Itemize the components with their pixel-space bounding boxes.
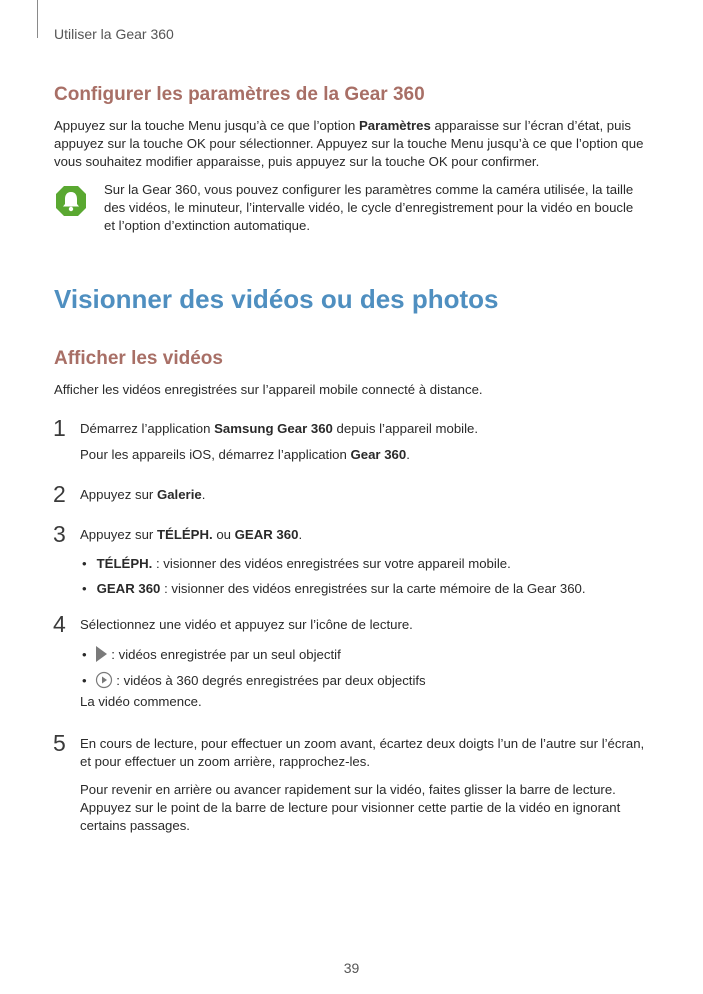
play-icon — [95, 645, 108, 663]
step-number-2: 2 — [53, 481, 66, 507]
step-3-bullet-gear: • GEAR 360 : visionner des vidéos enregistrées sur la carte mémoire de la Gear 360. — [82, 581, 586, 596]
step-1-ios-note: Pour les appareils iOS, démarrez l’application Gear 360. — [80, 447, 410, 462]
step-4-bullet-single: • : vidéos enregistrée par un seul objectif — [82, 647, 341, 662]
play-360-icon — [95, 671, 113, 689]
step-3-text: Appuyez sur TÉLÉPH. ou GEAR 360. — [80, 527, 303, 542]
step-number-1: 1 — [53, 415, 66, 441]
page-number: 39 — [343, 960, 360, 976]
step-5-seek-note: Pour revenir en arrière ou avancer rapidement sur la vidéo, faites glisser la barre de lecture. Appuyez sur le point de la barre de lecture pour visionner cette partie de la vidéo en ignorant certains passages. — [80, 782, 621, 833]
step-number-5: 5 — [53, 730, 66, 756]
note-text: Sur la Gear 360, vous pouvez configurer les paramètres comme la caméra utilisée, la taille des vidéos, le minuteur, l’intervalle vidéo, le cycle d’enregistrement pour la vidéo en boucle et l’option d’extinction automatique. — [104, 182, 634, 233]
step-4-result: La vidéo commence. — [80, 694, 202, 709]
step-5-text: En cours de lecture, pour effectuer un zoom avant, écartez deux doigts l’un de l’autre sur l’écran, et pour effectuer un zoom arrière, rapprochez-les. — [80, 736, 645, 769]
step-4-text: Sélectionnez une vidéo et appuyez sur l’icône de lecture. — [80, 617, 413, 632]
configure-paragraph: Appuyez sur la touche Menu jusqu’à ce que l’option Paramètres apparaisse sur l’écran d’état, puis appuyez sur la touche OK pour sélectionner. Appuyez sur la touche Menu jusqu’à ce que l’option que vous souhaitez modifier apparaisse, puis appuyez sur la touche OK pour confirmer. — [54, 118, 644, 169]
step-2-text: Appuyez sur Galerie. — [80, 487, 206, 502]
step-1-text: Démarrez l’application Samsung Gear 360 depuis l’appareil mobile. — [80, 421, 479, 436]
step-4-bullet-360: • : vidéos à 360 degrés enregistrées par deux objectifs — [82, 673, 426, 688]
bell-icon — [54, 184, 88, 218]
section-heading-view: Visionner des vidéos ou des photos — [54, 284, 499, 314]
step-number-3: 3 — [53, 521, 66, 547]
step-number-4: 4 — [53, 611, 66, 637]
section-heading-configure: Configurer les paramètres de la Gear 360 — [54, 84, 425, 105]
subsection-intro: Afficher les vidéos enregistrées sur l’appareil mobile connecté à distance. — [54, 382, 483, 397]
subsection-heading-videos: Afficher les vidéos — [54, 348, 223, 369]
step-3-bullet-phone: • TÉLÉPH. : visionner des vidéos enregistrées sur votre appareil mobile. — [82, 556, 511, 571]
running-header: Utiliser la Gear 360 — [54, 26, 174, 42]
header-divider — [37, 0, 38, 38]
